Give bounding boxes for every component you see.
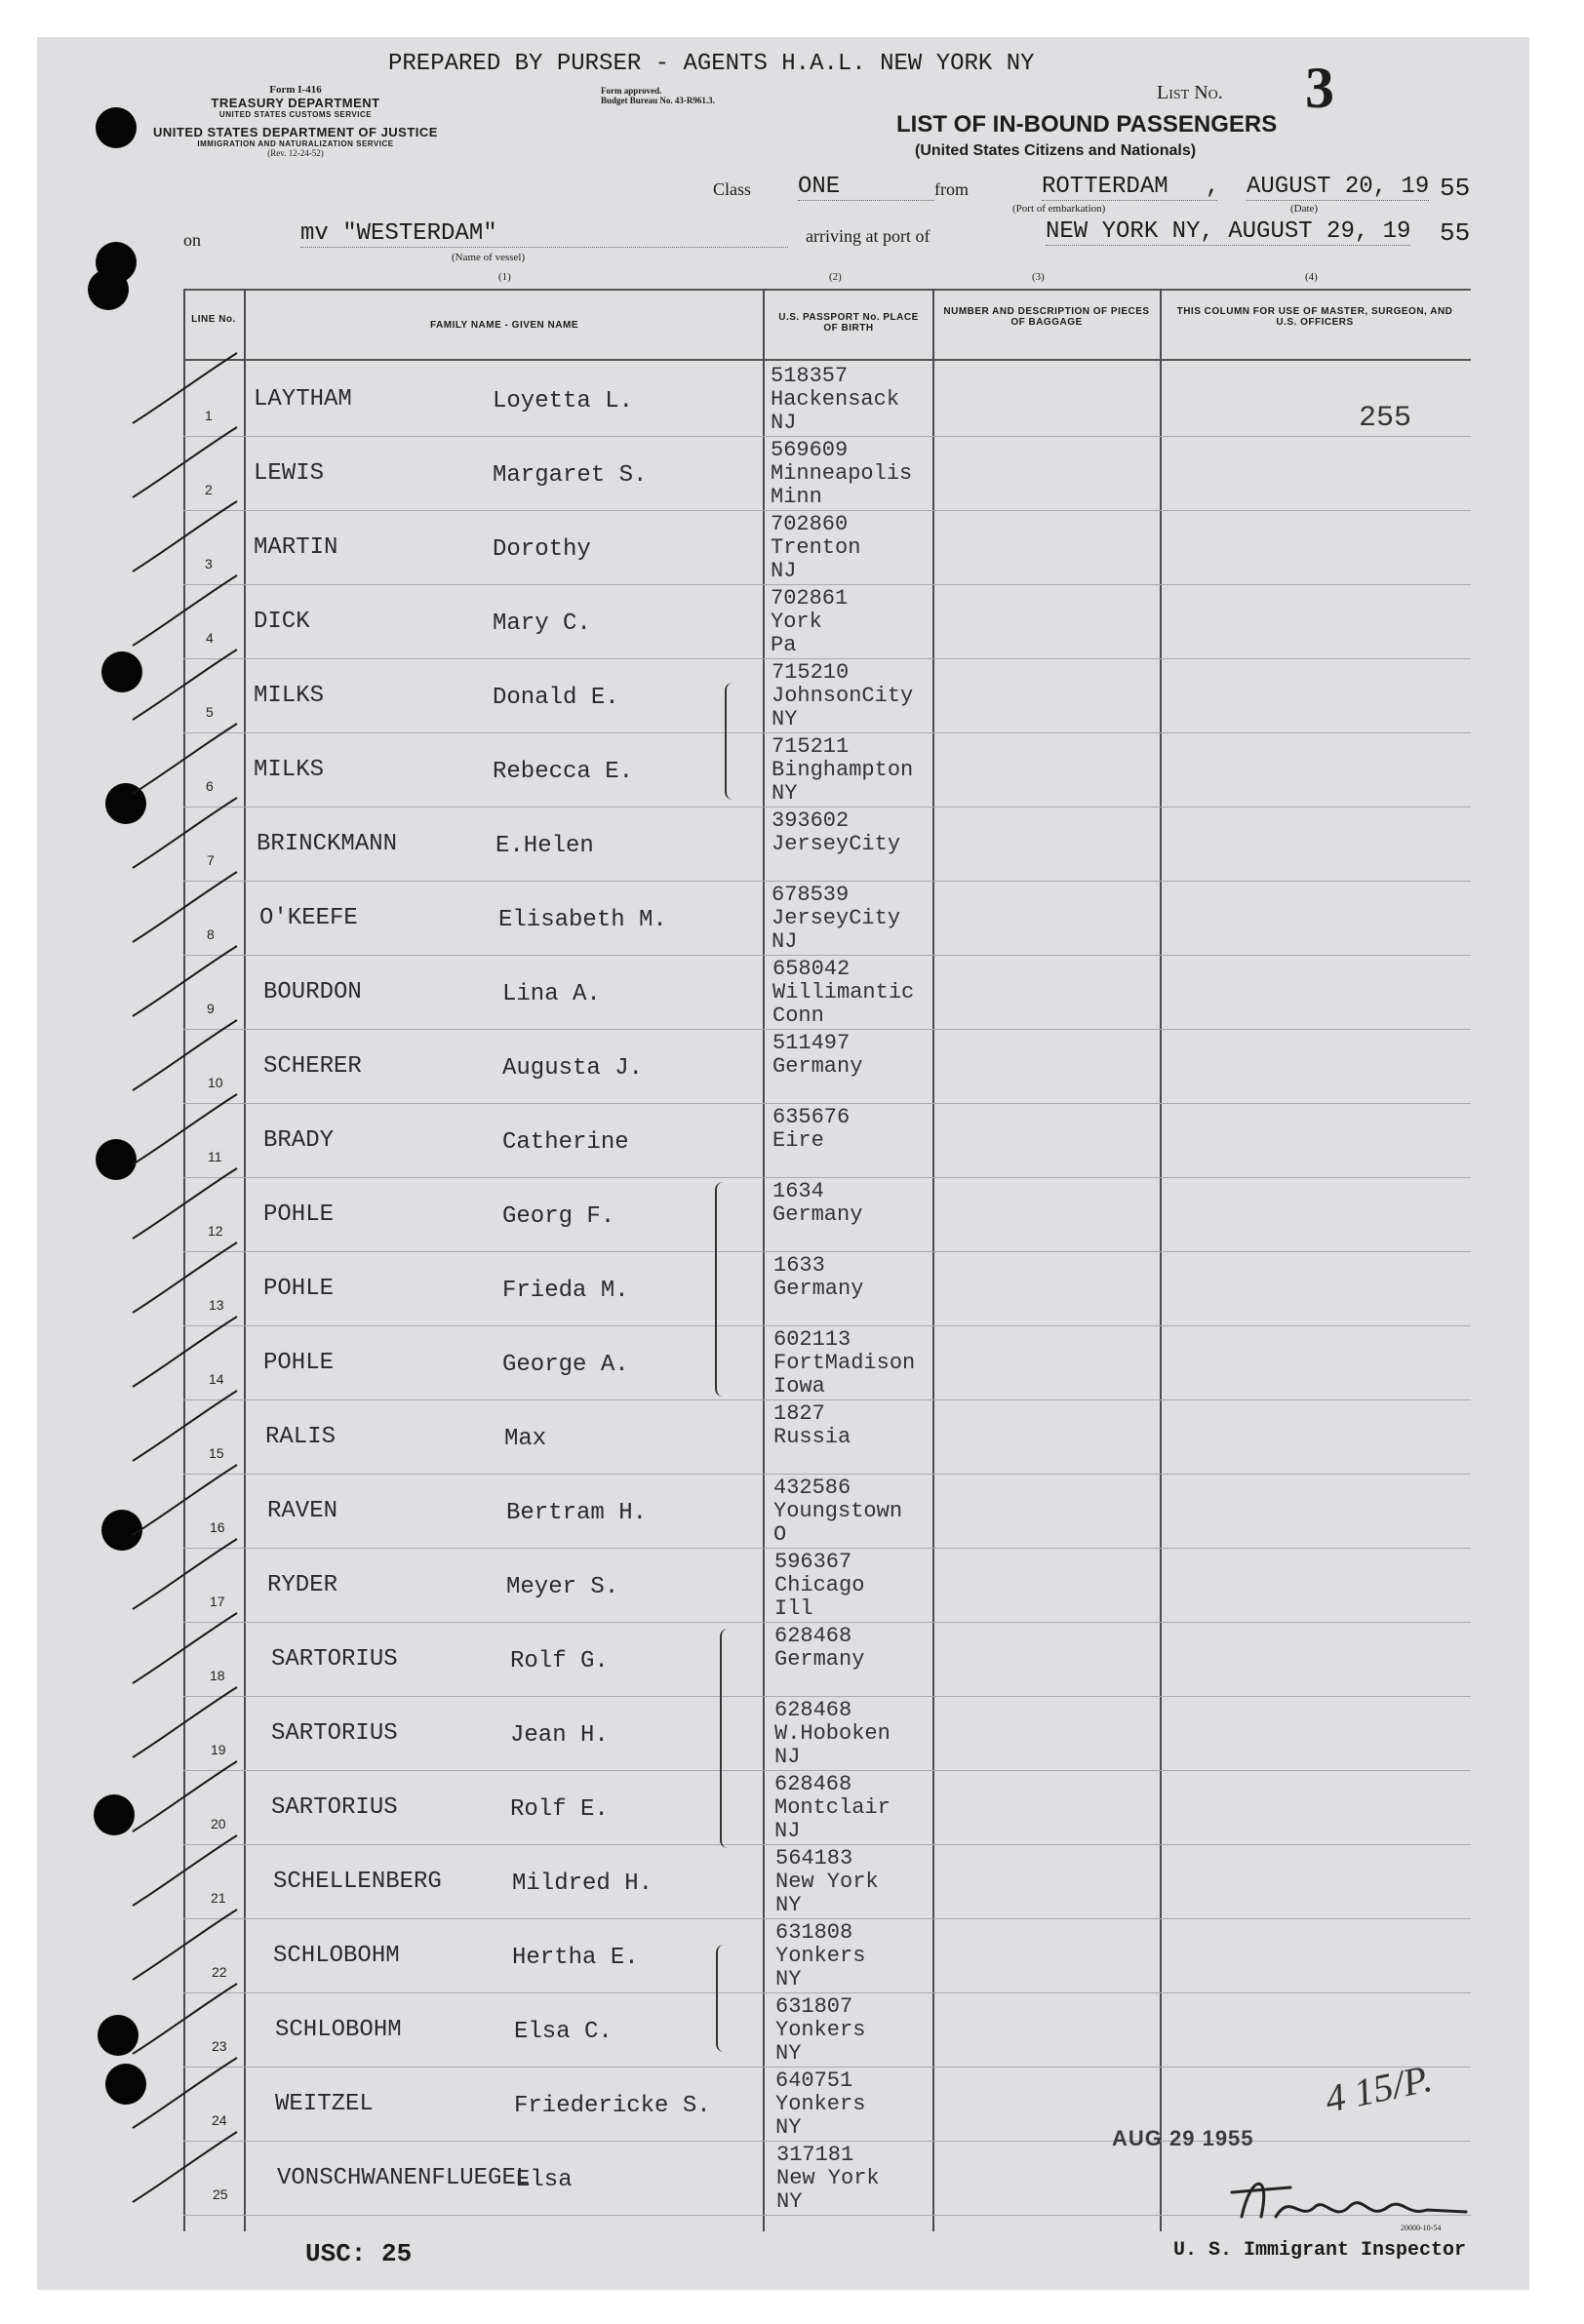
dept-justice: UNITED STATES DEPARTMENT OF JUSTICE <box>153 125 438 139</box>
birthplace-line: Binghampton <box>772 758 914 782</box>
line-number: 7 <box>207 852 215 868</box>
birthplace-line: New York <box>775 1870 879 1894</box>
form-number: Form I-416 <box>269 84 322 96</box>
given-name: Jean H. <box>510 1722 609 1749</box>
birthplace-line: W.Hoboken <box>774 1721 891 1746</box>
birthplace-line <box>772 1153 850 1176</box>
birthplace-line <box>772 1227 862 1250</box>
family-name: SARTORIUS <box>271 1720 398 1747</box>
given-name: Max <box>504 1426 547 1452</box>
birthplace-line: Russia <box>773 1425 851 1449</box>
port-embark-caption: (Port of embarkation) <box>1012 203 1106 215</box>
passport-number: 628468 <box>774 1698 852 1722</box>
line-number: 22 <box>212 1964 227 1980</box>
birthplace-line: Conn <box>772 1004 824 1028</box>
table-row <box>37 585 1529 659</box>
passport-birthplace <box>772 1106 850 1176</box>
arrival-port: NEW YORK NY, AUGUST 29, 19 <box>1046 218 1411 245</box>
family-name: LAYTHAM <box>254 386 352 413</box>
birthplace-line: Germany <box>772 1054 863 1079</box>
passport-number: 702861 <box>771 586 849 611</box>
family-name: POHLE <box>263 1350 335 1376</box>
birthplace-line: Germany <box>773 1277 864 1301</box>
prepared-by: PREPARED BY PURSER - AGENTS H.A.L. NEW YORK NY <box>388 51 1035 77</box>
passport-birthplace <box>772 1180 862 1250</box>
depart-year: 55 <box>1440 174 1471 203</box>
birthplace-line <box>774 1672 864 1695</box>
passport-number: 511497 <box>772 1031 851 1055</box>
given-name: Lina A. <box>502 981 601 1007</box>
vessel-name: mv "WESTERDAM" <box>300 220 788 248</box>
passport-number: 569609 <box>771 438 849 462</box>
line-number: 4 <box>206 630 214 646</box>
line-number: 8 <box>207 926 215 942</box>
given-name: Augusta J. <box>502 1055 644 1082</box>
given-name: Rolf E. <box>510 1796 609 1823</box>
passport-number: 1634 <box>772 1179 824 1203</box>
given-name: Mildred H. <box>512 1871 653 1897</box>
birthplace-line: FortMadison <box>773 1351 916 1375</box>
given-name: Frieda M. <box>502 1278 629 1304</box>
table-row <box>37 1178 1529 1252</box>
line-number: 16 <box>210 1519 225 1535</box>
table-row <box>37 1326 1529 1400</box>
dept-treasury: TREASURY DEPARTMENT <box>211 96 380 110</box>
arrival-year: 55 <box>1440 218 1471 248</box>
dept-customs: UNITED STATES CUSTOMS SERVICE <box>218 110 373 119</box>
birthplace-line: Germany <box>774 1647 865 1672</box>
family-name: SARTORIUS <box>271 1646 398 1673</box>
table-row <box>37 1030 1529 1104</box>
birthplace-line: NJ <box>774 1819 801 1843</box>
depart-date: AUGUST 20, 19 <box>1247 174 1430 200</box>
table-row <box>37 1400 1529 1475</box>
passport-number: 564183 <box>775 1846 853 1871</box>
given-name: Margaret S. <box>493 462 648 489</box>
line-number: 13 <box>209 1297 224 1313</box>
th-baggage: NUMBER AND DESCRIPTION OF PIECES OF BAGGAGE <box>943 306 1150 328</box>
punch-hole <box>96 107 137 148</box>
line-number: 5 <box>206 704 214 720</box>
table-row <box>37 1845 1529 1919</box>
passport-birthplace <box>772 884 900 954</box>
line-number: 9 <box>207 1001 215 1016</box>
birthplace-line <box>773 1301 863 1324</box>
family-name: WEITZEL <box>275 2091 374 2117</box>
family-name: MARTIN <box>254 534 338 561</box>
family-name: O'KEEFE <box>259 905 358 931</box>
line-number: 11 <box>208 1149 222 1164</box>
th-line-no: LINE No. <box>191 314 236 325</box>
birthplace-line: JerseyCity <box>772 906 901 930</box>
family-name: BOURDON <box>263 979 362 1005</box>
passport-birthplace <box>773 1328 915 1398</box>
inspector-label: U. S. Immigrant Inspector <box>1173 2239 1467 2262</box>
th-name: FAMILY NAME - GIVEN NAME <box>429 320 578 331</box>
family-bracket <box>725 683 738 800</box>
family-name: MILKS <box>254 757 325 783</box>
birthplace-line: Yonkers <box>775 1944 866 1968</box>
passport-number: 678539 <box>772 883 850 907</box>
birthplace-line: NY <box>775 2115 802 2140</box>
passport-birthplace <box>774 1625 864 1695</box>
passport-birthplace <box>774 1699 891 1769</box>
handwritten-total: 4 15/P. <box>1321 2056 1436 2121</box>
birthplace-line: Montclair <box>774 1795 891 1820</box>
table-row <box>37 1252 1529 1326</box>
form-revision: (Rev. 12-24-52) <box>267 148 324 158</box>
birthplace-line: Yonkers <box>775 2092 866 2116</box>
passport-number: 715210 <box>772 660 850 685</box>
given-name: Friedericke S. <box>514 2093 711 2119</box>
line-number: 18 <box>210 1668 225 1683</box>
line-number: 3 <box>205 556 213 571</box>
family-name: POHLE <box>263 1276 335 1302</box>
line-number: 12 <box>208 1223 223 1239</box>
given-name: Rolf G. <box>510 1648 609 1674</box>
passport-birthplace <box>771 365 899 435</box>
table-row <box>37 1475 1529 1549</box>
given-name: Dorothy <box>493 536 591 563</box>
port-embark: ROTTERDAM <box>1042 174 1217 201</box>
passport-number: 715211 <box>772 734 850 759</box>
col-num-2: (2) <box>829 271 842 283</box>
family-name: LEWIS <box>254 460 325 487</box>
birthplace-line <box>773 1449 851 1473</box>
date-caption: (Date) <box>1290 203 1319 215</box>
birthplace-line: NY <box>775 1893 802 1917</box>
line-number: 15 <box>209 1445 224 1461</box>
passport-birthplace <box>771 587 848 657</box>
passport-number: 658042 <box>772 957 851 981</box>
passport-number: 631807 <box>775 1994 853 2019</box>
passport-birthplace <box>772 661 913 731</box>
given-name: Rebecca E. <box>493 759 634 785</box>
birthplace-line: NY <box>776 2189 803 2214</box>
line-number: 20 <box>211 1816 226 1832</box>
family-name: SCHLOBOHM <box>273 1943 400 1969</box>
from-label: from <box>934 179 969 199</box>
passport-number: 631808 <box>775 1920 853 1945</box>
vessel-caption: (Name of vessel) <box>452 252 526 263</box>
birthplace-line <box>772 856 900 880</box>
birthplace-line: Youngstown <box>773 1499 903 1523</box>
line-number: 1 <box>205 408 213 423</box>
form-approved: Form approved. Budget Bureau No. 43-R961.3. <box>601 86 715 105</box>
line-number: 2 <box>205 482 213 497</box>
officer-note: 255 <box>1359 402 1412 435</box>
birthplace-line: NJ <box>771 559 797 583</box>
family-name: MILKS <box>254 683 325 709</box>
line-number: 10 <box>208 1075 223 1090</box>
stamp-date: AUG 29 1955 <box>1112 2126 1254 2150</box>
family-bracket <box>720 1629 733 1848</box>
birthplace-line: Minneapolis <box>771 461 913 486</box>
table-header-rule <box>183 359 1471 361</box>
birthplace-line: JerseyCity <box>772 832 901 856</box>
birthplace-line: Hackensack <box>771 387 900 412</box>
usc-total: USC: 25 <box>305 2239 413 2268</box>
passport-number: 596367 <box>774 1550 852 1574</box>
table-top-rule <box>183 289 1471 291</box>
passport-number: 628468 <box>774 1624 852 1648</box>
passport-birthplace <box>772 735 913 806</box>
table-row <box>37 1697 1529 1771</box>
passport-number: 317181 <box>776 2143 854 2167</box>
passport-birthplace <box>771 439 912 509</box>
birthplace-line: York <box>771 610 822 634</box>
list-no-label: List No. <box>1157 82 1223 103</box>
comma: , <box>1206 174 1220 200</box>
table-row <box>37 437 1529 511</box>
col-num-4: (4) <box>1305 271 1318 283</box>
table-row <box>37 511 1529 585</box>
family-name: BRADY <box>263 1127 335 1154</box>
print-code: 20000-10-54 <box>1401 2224 1442 2232</box>
table-row <box>37 733 1529 807</box>
family-name: SCHELLENBERG <box>273 1869 442 1895</box>
birthplace-line: Chicago <box>774 1573 865 1597</box>
table-row <box>37 1549 1529 1623</box>
passport-birthplace <box>774 1773 891 1843</box>
table-row <box>37 1993 1529 2068</box>
birthplace-line: New York <box>776 2166 880 2190</box>
passport-birthplace <box>773 1477 902 1547</box>
birthplace-line: Trenton <box>771 535 861 560</box>
birthplace-line: Eire <box>772 1128 824 1153</box>
passport-number: 702860 <box>771 512 849 536</box>
birthplace-line: Yonkers <box>775 2018 866 2042</box>
passport-birthplace <box>775 1847 879 1917</box>
line-number: 14 <box>209 1371 224 1387</box>
table-row <box>37 1623 1529 1697</box>
birthplace-line <box>772 1079 862 1102</box>
line-number: 19 <box>211 1742 226 1757</box>
family-name: RYDER <box>267 1572 338 1598</box>
birthplace-line: NY <box>772 781 798 806</box>
birthplace-line: NJ <box>772 929 798 954</box>
given-name: Bertram H. <box>506 1500 648 1526</box>
table-row <box>37 1919 1529 1993</box>
given-name: Elsa C. <box>514 2019 613 2045</box>
list-no-value: 3 <box>1305 56 1334 120</box>
passport-birthplace <box>772 809 900 880</box>
passport-number: 1827 <box>773 1401 825 1426</box>
table-row <box>37 659 1529 733</box>
birthplace-line: Pa <box>771 633 797 657</box>
passport-number: 1633 <box>773 1253 825 1278</box>
class-label: Class <box>713 179 752 199</box>
birthplace-line: Iowa <box>773 1374 825 1398</box>
punch-hole <box>88 269 129 310</box>
family-name: VONSCHWANENFLUEGEL <box>277 2165 531 2191</box>
given-name: Catherine <box>502 1129 629 1156</box>
birthplace-line: Minn <box>771 485 822 509</box>
given-name: Donald E. <box>493 685 619 711</box>
on-label: on <box>183 230 201 250</box>
birthplace-line: O <box>773 1522 787 1547</box>
family-name: BRINCKMANN <box>257 831 398 857</box>
table-row <box>37 2068 1529 2142</box>
col-num-1: (1) <box>498 271 511 283</box>
passport-number: 518357 <box>771 364 849 388</box>
birthplace-line: Ill <box>774 1596 813 1621</box>
birthplace-line: NY <box>772 707 798 731</box>
given-name: Meyer S. <box>506 1574 619 1600</box>
birthplace-line: NY <box>775 2041 802 2066</box>
line-number: 6 <box>206 778 214 794</box>
birthplace-line: NJ <box>771 411 797 435</box>
passport-number: 393602 <box>772 808 850 833</box>
given-name: E.Helen <box>495 833 594 859</box>
passport-birthplace <box>772 1032 862 1102</box>
passport-number: 602113 <box>773 1327 851 1352</box>
passport-birthplace <box>771 513 860 583</box>
line-number: 23 <box>212 2038 227 2054</box>
given-name: Mary C. <box>493 611 591 637</box>
passport-number: 432586 <box>773 1476 851 1500</box>
family-name: DICK <box>254 609 310 635</box>
passport-birthplace <box>773 1254 863 1324</box>
th-officers: THIS COLUMN FOR USE OF MASTER, SURGEON, AND U.S. OFFICERS <box>1176 306 1453 328</box>
family-bracket <box>715 1182 729 1397</box>
given-name: Georg F. <box>502 1203 615 1230</box>
table-row <box>37 1104 1529 1178</box>
passport-number: 640751 <box>775 2068 853 2093</box>
col-num-3: (3) <box>1032 271 1045 283</box>
passport-number: 628468 <box>774 1772 852 1796</box>
list-title: LIST OF IN-BOUND PASSENGERS <box>896 111 1278 138</box>
manifest-page <box>37 37 1529 2290</box>
passport-birthplace <box>775 2069 865 2140</box>
passport-number: 635676 <box>772 1105 851 1129</box>
table-row <box>37 807 1529 882</box>
birthplace-line: NY <box>775 1967 802 1991</box>
table-row <box>37 882 1529 956</box>
line-number: 25 <box>213 2186 228 2202</box>
given-name: George A. <box>502 1352 629 1378</box>
given-name: Elisabeth M. <box>498 907 667 933</box>
birthplace-line: Willimantic <box>772 980 915 1004</box>
passport-birthplace <box>776 2144 880 2214</box>
given-name: Elsa <box>516 2167 573 2193</box>
family-name: RAVEN <box>267 1498 338 1524</box>
passport-birthplace <box>775 1995 865 2066</box>
given-name: Loyetta L. <box>493 388 634 414</box>
passport-birthplace <box>773 1402 851 1473</box>
line-number: 17 <box>210 1594 225 1609</box>
arriving-label: arriving at port of <box>806 226 931 246</box>
dept-immigration: IMMIGRATION AND NATURALIZATION SERVICE <box>197 139 394 148</box>
form-block <box>149 84 442 158</box>
birthplace-line: Germany <box>772 1202 863 1227</box>
family-name: SCHLOBOHM <box>275 2017 402 2043</box>
line-number: 24 <box>212 2112 227 2128</box>
given-name: Hertha E. <box>512 1945 639 1971</box>
family-name: RALIS <box>265 1424 337 1450</box>
passport-birthplace <box>775 1921 865 1991</box>
list-subtitle: (United States Citizens and Nationals) <box>915 142 1197 159</box>
table-row <box>37 363 1529 437</box>
th-passport: U.S. PASSPORT No. PLACE OF BIRTH <box>778 312 919 334</box>
class-value: ONE <box>798 174 934 201</box>
table-row <box>37 956 1529 1030</box>
family-bracket <box>716 1945 730 2052</box>
line-number: 21 <box>211 1890 226 1906</box>
birthplace-line: JohnsonCity <box>772 684 914 708</box>
passport-birthplace <box>772 958 914 1028</box>
family-name: SARTORIUS <box>271 1794 398 1821</box>
birthplace-line: NJ <box>774 1745 801 1769</box>
table-row <box>37 1771 1529 1845</box>
family-name: SCHERER <box>263 1053 362 1080</box>
family-name: POHLE <box>263 1201 335 1228</box>
passport-birthplace <box>774 1551 864 1621</box>
